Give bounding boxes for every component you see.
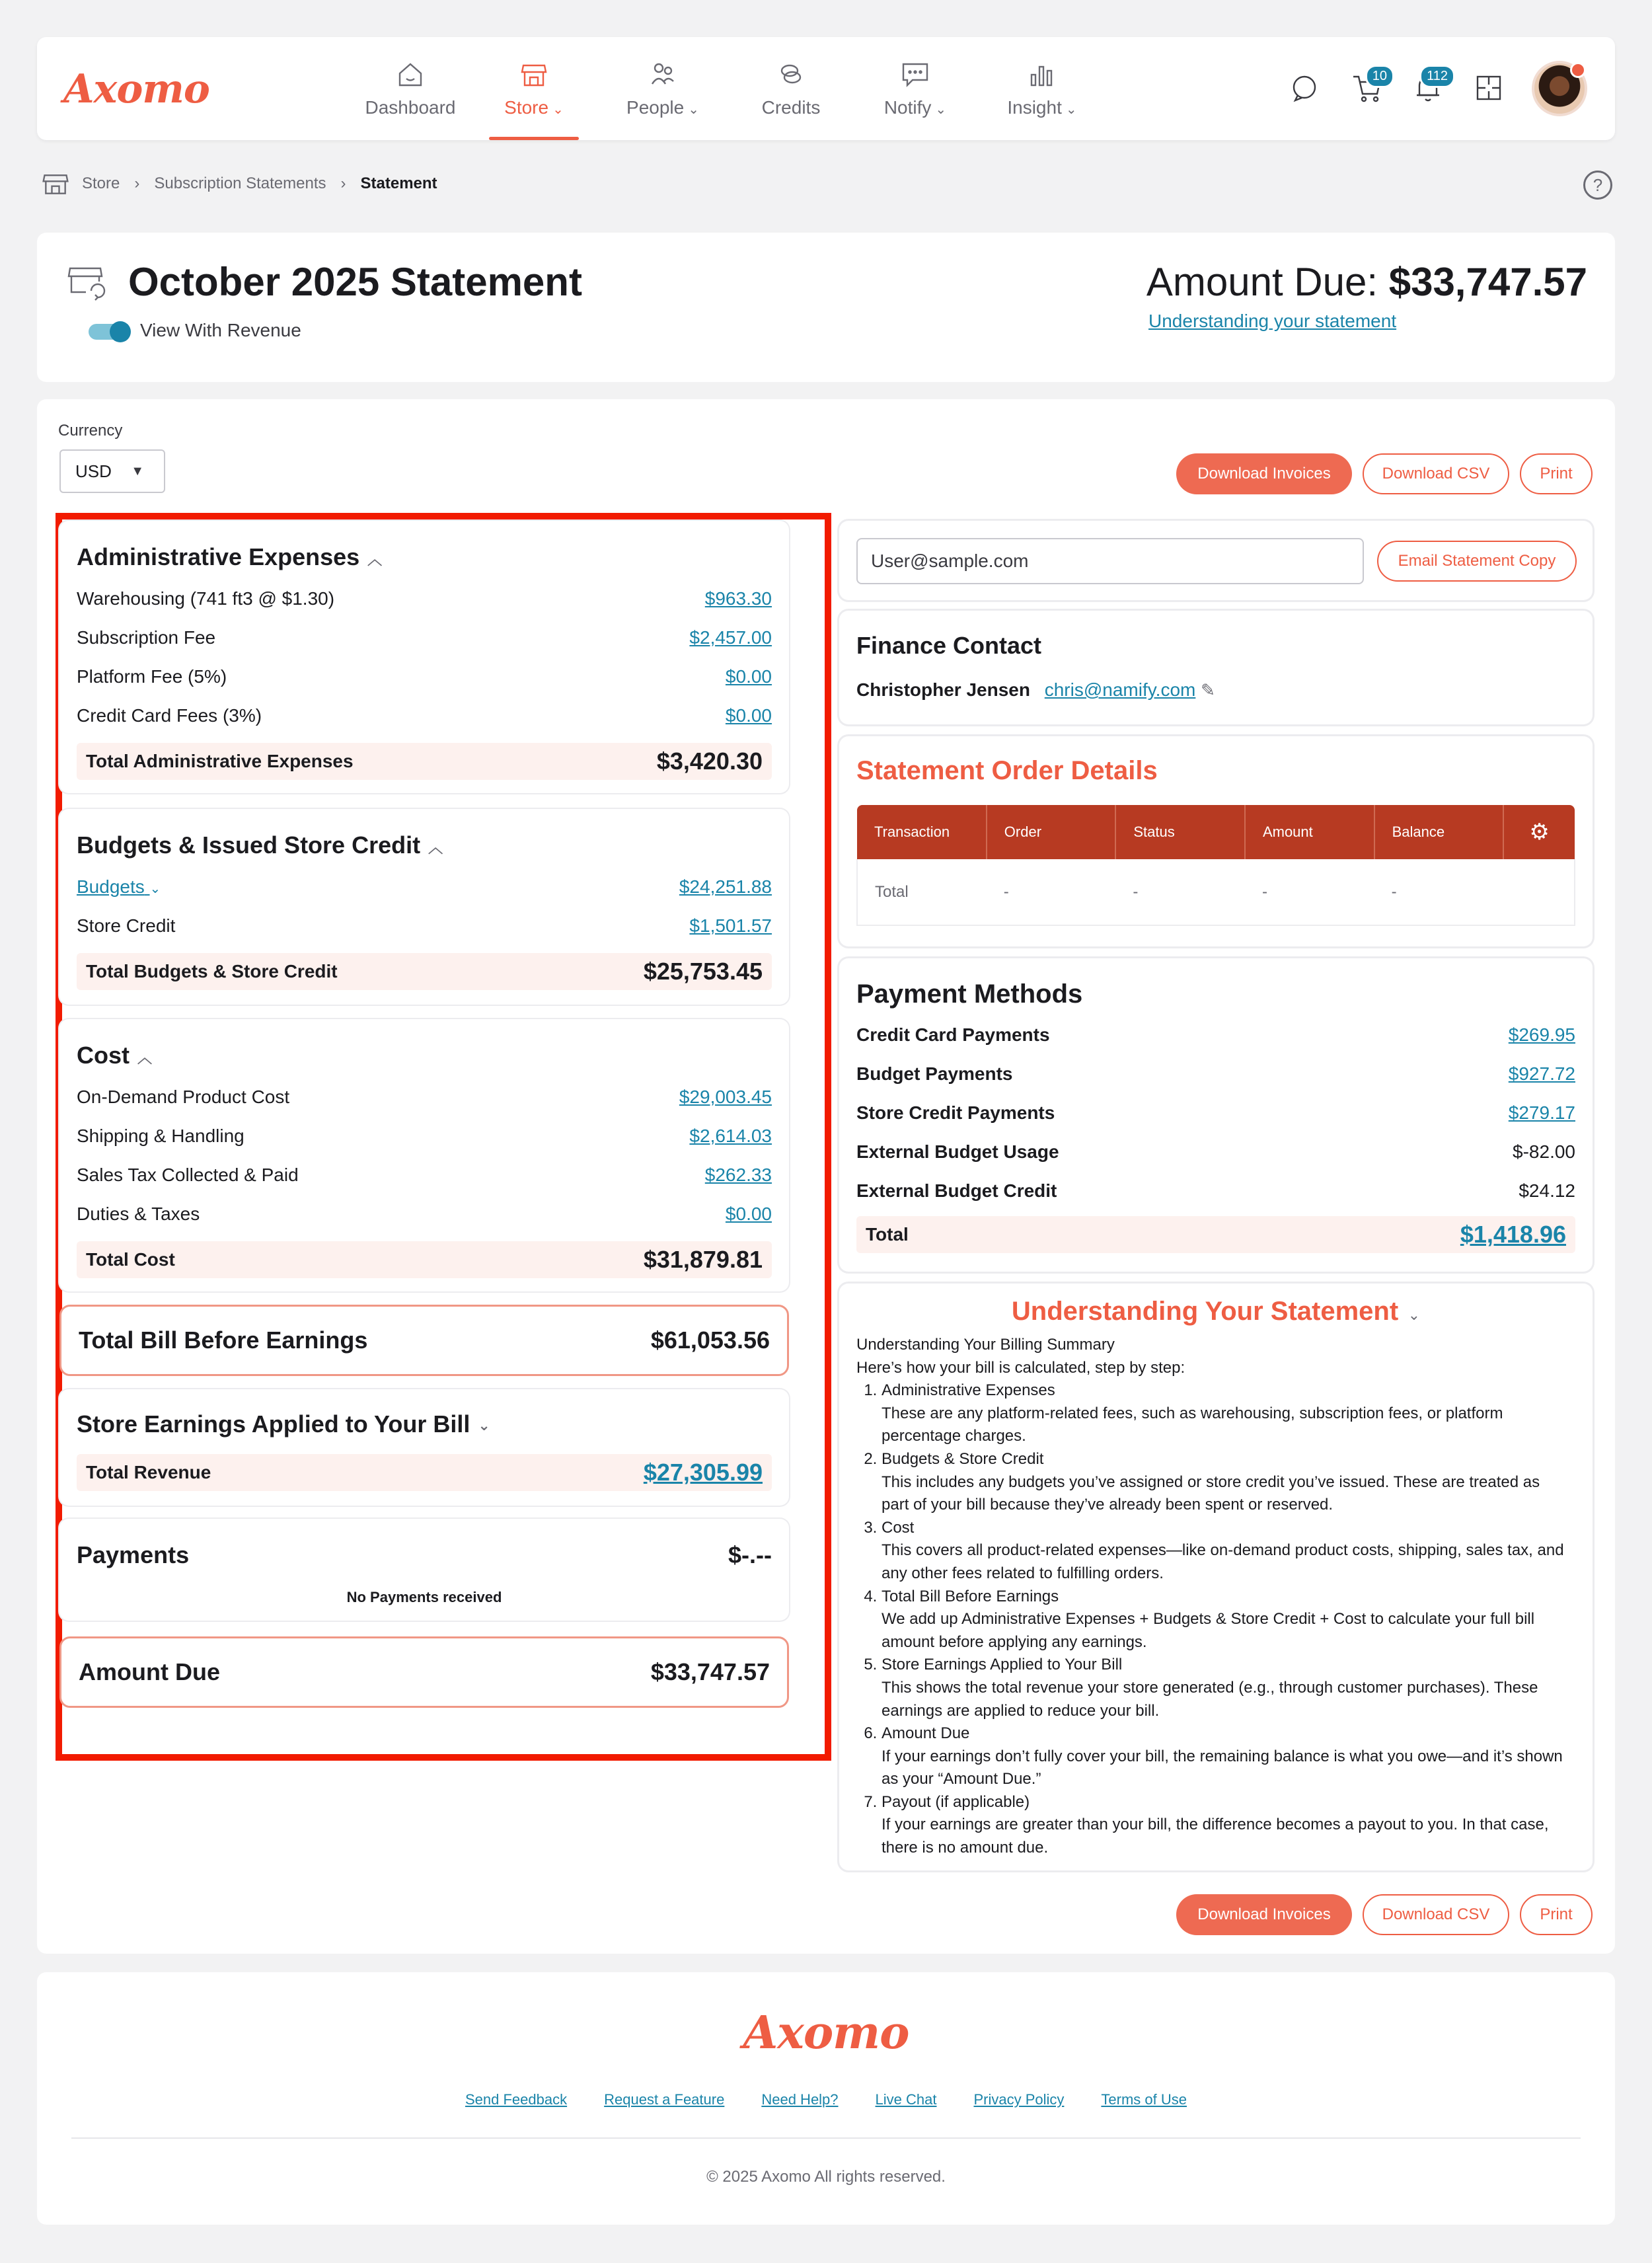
chevron-down-icon: ⌄ xyxy=(149,882,161,896)
understanding-statement-section xyxy=(839,1284,1593,1870)
row-label: Credit Card Fees (3%) xyxy=(77,705,262,726)
earnings-title: Store Earnings Applied to Your Bill xyxy=(77,1410,470,1438)
total-label: Total xyxy=(866,1224,909,1245)
print-button[interactable]: Print xyxy=(1520,453,1593,494)
support-icon xyxy=(1289,71,1322,104)
notification-count-badge: 112 xyxy=(1419,65,1455,88)
row-label: External Budget Credit xyxy=(856,1180,1057,1201)
payments-title: Payments xyxy=(77,1541,190,1568)
row-label: On-Demand Product Cost xyxy=(77,1087,290,1107)
home-icon xyxy=(394,59,426,91)
bill-before-value: $61,053.56 xyxy=(650,1326,770,1354)
support-chat-button[interactable] xyxy=(1289,71,1322,104)
step-text: If your earnings don’t fully cover your bill, the remaining balance is what you owe—and it’s shown as your “Amount Due.” xyxy=(882,1747,1563,1788)
row-label: Budget Payments xyxy=(856,1063,1013,1084)
admin-title: Administrative Expenses xyxy=(77,543,360,570)
list-item xyxy=(882,1379,1569,1448)
list-item xyxy=(77,1165,772,1186)
footer-logo[interactable]: Axomo xyxy=(743,2007,909,2059)
step-text: This shows the total revenue your store generated (e.g., through customer purchases). These earnings are applied to reduce your bill. xyxy=(882,1678,1538,1720)
row-label: Platform Fee (5%) xyxy=(77,666,227,687)
budgets-section xyxy=(59,809,789,1005)
total-label: Total Revenue xyxy=(86,1462,211,1482)
total-label: Total Budgets & Store Credit xyxy=(86,961,338,981)
nav-people-label: People xyxy=(626,97,685,118)
step-title: 2. Budgets & Store Credit xyxy=(882,1449,1044,1468)
finance-contact-email[interactable]: chris@namify.com xyxy=(1044,679,1196,700)
download-csv-button-bottom[interactable]: Download CSV xyxy=(1363,1894,1509,1935)
step-title: 6. Amount Due xyxy=(882,1724,970,1743)
footer-links xyxy=(37,2091,1615,2108)
column-header[interactable]: Transaction xyxy=(857,805,987,859)
cart-count-badge: 10 xyxy=(1365,65,1394,88)
download-invoices-button[interactable]: Download Invoices xyxy=(1176,453,1352,494)
chevron-up-icon: ︿ xyxy=(367,551,383,568)
breadcrumb xyxy=(41,171,437,197)
page-title: October 2025 Statement xyxy=(128,260,582,304)
nav-credits[interactable] xyxy=(747,37,835,140)
understanding-statement-link[interactable]: Understanding your statement xyxy=(1148,311,1397,331)
payment-methods-title: Payment Methods xyxy=(856,979,1083,1009)
chevron-up-icon: ︿ xyxy=(428,839,443,856)
table-cell: - xyxy=(1115,859,1245,925)
understanding-body xyxy=(856,1334,1569,1860)
bar-chart-icon xyxy=(1026,59,1058,91)
breadcrumb-current: Statement xyxy=(360,174,437,192)
finance-contact-row xyxy=(856,679,1215,701)
total-value-link[interactable]: $1,418.96 xyxy=(1460,1221,1566,1248)
table-row xyxy=(857,859,1575,925)
order-details-title: Statement Order Details xyxy=(856,756,1158,785)
row-label: Subscription Fee xyxy=(77,627,216,648)
column-header[interactable]: Balance xyxy=(1374,805,1504,859)
step-text: These are any platform-related fees, such as warehousing, subscription fees, or platform percentage charges. xyxy=(882,1404,1503,1445)
list-item xyxy=(77,1087,772,1108)
nav-insight[interactable] xyxy=(993,37,1092,140)
email-statement-copy-button[interactable]: Email Statement Copy xyxy=(1377,541,1577,582)
section-total xyxy=(77,1454,772,1491)
total-value: $3,420.30 xyxy=(656,748,763,775)
chevron-down-icon: ⌄ xyxy=(688,102,699,117)
step-text: If your earnings are greater than your bill, the difference becomes a payout to you. In that case, there is no amount due. xyxy=(882,1816,1549,1857)
download-invoices-button-bottom[interactable]: Download Invoices xyxy=(1176,1894,1352,1935)
list-item xyxy=(882,1448,1569,1517)
email-statement-section xyxy=(839,521,1593,600)
puzzle-button[interactable] xyxy=(1472,71,1505,104)
step-title: 5. Store Earnings Applied to Your Bill xyxy=(882,1656,1123,1674)
row-value: $-82.00 xyxy=(1513,1141,1575,1162)
list-item xyxy=(77,876,772,898)
row-label: Sales Tax Collected & Paid xyxy=(77,1165,299,1185)
toggle-label: View With Revenue xyxy=(140,320,301,340)
row-value-link[interactable]: $927.72 xyxy=(1508,1063,1575,1084)
understanding-title: Understanding Your Statement xyxy=(1011,1297,1399,1326)
budgets-title: Budgets & Issued Store Credit xyxy=(77,831,421,859)
list-item xyxy=(882,1586,1569,1654)
bill-before-label: Total Bill Before Earnings xyxy=(79,1326,368,1354)
section-total xyxy=(856,1216,1575,1253)
row-value: $24.12 xyxy=(1519,1180,1575,1201)
finance-contact-title: Finance Contact xyxy=(856,632,1042,659)
section-title[interactable] xyxy=(77,831,443,859)
total-bill-before-earnings xyxy=(59,1305,789,1376)
section-total xyxy=(77,743,772,780)
total-label: Total Administrative Expenses xyxy=(86,751,354,771)
footer-link-need-help[interactable]: Need Help? xyxy=(761,2091,839,2108)
nav-credits-label: Credits xyxy=(761,97,821,118)
chevron-down-icon: ⌄ xyxy=(552,102,564,117)
row-value-link[interactable]: $269.95 xyxy=(1508,1024,1575,1045)
payments-section xyxy=(59,1519,789,1621)
no-payments-message: No Payments received xyxy=(346,1589,502,1605)
caret-down-icon: ▼ xyxy=(131,464,144,479)
table-settings-button[interactable] xyxy=(1503,805,1575,859)
section-total xyxy=(77,1241,772,1278)
row-value-link[interactable]: $0.00 xyxy=(725,705,772,726)
step-title: 1. Administrative Expenses xyxy=(882,1381,1055,1400)
breadcrumb-store[interactable]: Store xyxy=(82,174,120,192)
cost-section xyxy=(59,1019,789,1291)
amount-due-label: Amount Due: xyxy=(1146,260,1378,304)
step-text: We add up Administrative Expenses + Budgets & Store Credit + Cost to calculate your full bill amount before applying any earnings. xyxy=(882,1610,1535,1651)
row-label: External Budget Usage xyxy=(856,1141,1059,1162)
statement-header-card xyxy=(37,233,1615,382)
email-input[interactable]: User@sample.com xyxy=(856,538,1364,584)
total-label: Total Cost xyxy=(86,1249,175,1270)
list-item xyxy=(77,627,772,648)
section-total xyxy=(77,953,772,990)
column-header[interactable]: Order xyxy=(987,805,1116,859)
puzzle-icon xyxy=(1472,71,1505,104)
footer-link-privacy-policy[interactable]: Privacy Policy xyxy=(973,2091,1065,2108)
coins-icon xyxy=(775,59,807,91)
store-icon xyxy=(518,59,550,91)
cart-button[interactable] xyxy=(1351,69,1387,104)
breadcrumb-subscription-statements[interactable]: Subscription Statements xyxy=(154,174,326,192)
section-title[interactable] xyxy=(77,543,382,571)
footer xyxy=(37,1972,1615,2225)
finance-contact-section xyxy=(839,611,1593,724)
amount-due-row xyxy=(59,1636,789,1708)
column-header[interactable]: Amount xyxy=(1245,805,1374,859)
list-item xyxy=(856,1180,1575,1202)
order-details-table xyxy=(856,805,1575,926)
chevron-up-icon: ︿ xyxy=(137,1049,153,1066)
nav-notify[interactable] xyxy=(866,37,965,140)
list-item xyxy=(882,1654,1569,1722)
statement-order-details-section xyxy=(839,736,1593,946)
total-revenue-link[interactable]: $27,305.99 xyxy=(643,1459,763,1486)
nav-dashboard-label: Dashboard xyxy=(365,97,456,118)
row-value-link[interactable]: $24,251.88 xyxy=(679,876,772,897)
chevron-down-icon: ⌄ xyxy=(478,1417,490,1434)
step-text: This includes any budgets you’ve assigned or store credit you’ve issued. These are treated as part of your bill because they’ve already been spent or reserved. xyxy=(882,1473,1540,1514)
download-csv-button[interactable]: Download CSV xyxy=(1363,453,1509,494)
print-button-bottom[interactable]: Print xyxy=(1520,1894,1593,1935)
nav-insight-label: Insight xyxy=(1007,97,1062,118)
nav-store[interactable] xyxy=(489,37,579,140)
list-item xyxy=(882,1517,1569,1586)
currency-value: USD xyxy=(75,461,112,481)
amount-due-row-value: $33,747.57 xyxy=(650,1658,770,1685)
store-refresh-icon xyxy=(66,262,107,303)
list-item xyxy=(856,1141,1575,1163)
list-item xyxy=(856,1024,1575,1046)
store-earnings-section xyxy=(59,1389,789,1506)
footer-link-send-feedback[interactable]: Send Feedback xyxy=(465,2091,568,2108)
row-value-link[interactable]: $0.00 xyxy=(725,1204,772,1224)
total-value: $31,879.81 xyxy=(643,1246,763,1273)
step-title: 3. Cost xyxy=(882,1518,915,1537)
section-title[interactable] xyxy=(77,1042,152,1069)
list-item xyxy=(882,1791,1569,1860)
amount-due-row-label: Amount Due xyxy=(79,1658,220,1685)
row-value-link[interactable]: $29,003.45 xyxy=(679,1087,772,1107)
amount-due-header xyxy=(1146,259,1587,305)
intro-line: Here’s how your bill is calculated, step by step: xyxy=(856,1358,1185,1377)
table-cell: - xyxy=(1245,859,1374,925)
payments-value: $-.-- xyxy=(728,1541,772,1568)
row-label: Credit Card Payments xyxy=(856,1024,1050,1045)
total-value: $25,753.45 xyxy=(643,958,763,985)
list-item xyxy=(77,1204,772,1225)
view-with-revenue-toggle[interactable] xyxy=(89,324,130,340)
footer-link-live-chat[interactable]: Live Chat xyxy=(875,2091,937,2108)
finance-contact-name: Christopher Jensen xyxy=(856,679,1030,700)
chevron-right-icon: › xyxy=(340,174,346,192)
list-item xyxy=(77,588,772,609)
row-value-link[interactable]: $279.17 xyxy=(1508,1102,1575,1123)
table-cell xyxy=(1503,859,1575,925)
list-item xyxy=(856,1102,1575,1124)
column-header[interactable]: Status xyxy=(1115,805,1245,859)
chevron-right-icon: › xyxy=(134,174,140,192)
store-icon xyxy=(41,169,70,198)
budgets-dropdown[interactable] xyxy=(77,876,161,898)
intro-line: Understanding Your Billing Summary xyxy=(856,1336,1115,1354)
help-icon[interactable]: ? xyxy=(1583,171,1612,200)
list-item xyxy=(856,1063,1575,1085)
chevron-down-icon: ⌄ xyxy=(1065,102,1077,117)
pencil-icon[interactable]: ✎ xyxy=(1201,680,1215,700)
nav-notify-label: Notify xyxy=(883,97,932,118)
gear-icon: ⚙ xyxy=(1529,820,1550,845)
row-label: Duties & Taxes xyxy=(77,1204,200,1224)
row-value-link[interactable]: $262.33 xyxy=(704,1165,772,1185)
step-title: 7. Payout (if applicable) xyxy=(882,1792,1030,1811)
people-icon xyxy=(647,59,679,91)
axomo-logo[interactable]: Axomo xyxy=(63,66,209,112)
table-cell: - xyxy=(987,859,1116,925)
understanding-title-toggle[interactable] xyxy=(839,1297,1593,1326)
chevron-down-icon: ⌄ xyxy=(1408,1307,1421,1323)
currency-label: Currency xyxy=(58,422,123,440)
amount-due-value: $33,747.57 xyxy=(1388,260,1587,304)
footer-divider xyxy=(71,2137,1581,2139)
footer-link-request-feature[interactable]: Request a Feature xyxy=(604,2091,725,2108)
steps-list xyxy=(856,1379,1569,1859)
row-label: Budgets xyxy=(77,876,145,897)
list-item xyxy=(882,1722,1569,1791)
administrative-expenses-section xyxy=(59,521,789,793)
message-icon xyxy=(899,59,931,91)
row-value-link[interactable]: $0.00 xyxy=(725,666,772,687)
list-item xyxy=(77,915,772,937)
notifications-button[interactable] xyxy=(1411,69,1448,104)
row-label: Shipping & Handling xyxy=(77,1126,244,1146)
row-label: Store Credit xyxy=(77,915,176,936)
table-cell: Total xyxy=(857,859,987,925)
row-value-link[interactable]: $963.30 xyxy=(704,588,772,609)
statement-body-card xyxy=(37,399,1615,1954)
list-item xyxy=(77,666,772,687)
row-label: Store Credit Payments xyxy=(856,1102,1055,1123)
chevron-down-icon: ⌄ xyxy=(935,102,947,117)
footer-link-terms[interactable]: Terms of Use xyxy=(1101,2091,1187,2108)
row-value-link[interactable]: $1,501.57 xyxy=(689,915,772,936)
step-text: This covers all product-related expenses—like on-demand product costs, shipping, sales tax, and any other fees related to fulfilling orders. xyxy=(882,1541,1564,1582)
currency-select[interactable] xyxy=(59,449,165,493)
row-value-link[interactable]: $2,614.03 xyxy=(689,1126,772,1146)
nav-people[interactable] xyxy=(616,37,710,140)
list-item xyxy=(77,705,772,726)
nav-store-label: Store xyxy=(504,97,549,118)
row-value-link[interactable]: $2,457.00 xyxy=(689,627,772,648)
list-item xyxy=(77,1126,772,1147)
step-title: 4. Total Bill Before Earnings xyxy=(882,1587,1059,1605)
row-label: Warehousing (741 ft3 @ $1.30) xyxy=(77,588,335,609)
nav-dashboard[interactable] xyxy=(361,37,460,140)
copyright: © 2025 Axomo All rights reserved. xyxy=(706,2168,946,2186)
table-cell: - xyxy=(1374,859,1504,925)
user-avatar[interactable] xyxy=(1532,61,1587,116)
payment-methods-section xyxy=(839,958,1593,1272)
section-title[interactable] xyxy=(77,1410,490,1438)
cost-title: Cost xyxy=(77,1042,130,1069)
